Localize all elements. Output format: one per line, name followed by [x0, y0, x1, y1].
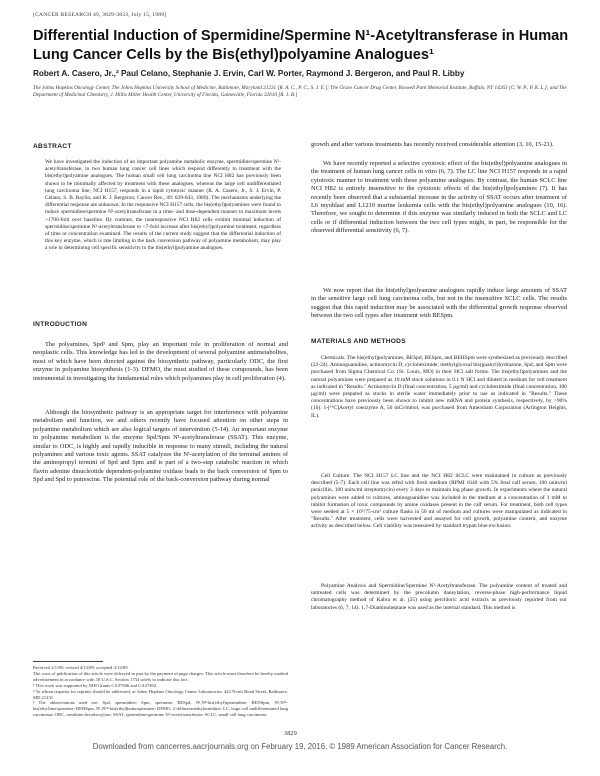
abstract-heading: ABSTRACT [33, 143, 72, 150]
right-paragraph-2: We have recently reported a selective cytotoxic effect of the bis(ethyl)polyamine analogues in the treatment of human lung cancer cells in vitro (6, 7). The LC line NCI H157 responds in a rapid cytotoxic manner to treatment with these polyamine analogues. By contrast, the human SCLC line NCI H82 is entirely insensitive to the cytotoxic effects of the bis(ethyl)polyamines (7). It has recently been observed that a substantial increase in the activity of SSAT occurs after treatment of L6 myoblast and L1210 murine leukemia cells with the bis(ethyl)polyamine analogues (10, 16). Therefore, we sought to determine if this enzyme was similarly induced in both the SCLC and LC cells or if differential induction between the two cell types might, in part, be responsible for the observed differential sensitivity (6, 7). [311, 160, 567, 235]
footnote-cost: The costs of publication of this article were defrayed in part by the payment of page charges. This article must therefore be hereby marked advertisement in accordance with 18 U.S.C. Section 1734 solely to indicate this fact. [33, 670, 288, 682]
footnote-1: ¹ This work was supported by NIH Grants CA37606 and CA47492. [33, 682, 158, 688]
footnotes [33, 665, 288, 718]
right-paragraph-3: We now report that the bis(ethyl)polyamine analogues rapidly induce large amounts of SSAT in the sensitive large cell lung carcinoma cells, but not in the insensitive SCLC cells. The results suggest that this rapid induction may be associated with the differential growth response observed between the two cell types after treatment with BESpm. [311, 287, 567, 320]
methods-polyamine-analysis: Polyamine Analysis and Spermidine/Spermine N¹-Acetyltransferase. The polyamine content of treated and untreated cells was determined by the precolumn dansylation, reverse-phase high-performance liquid chromatography method of Kabra et al. (25) using perchloric acid extracts as previously reported from our laboratories (6, 7, 14). 1,7-Diaminoheptane was used as the internal standard. This method is [311, 583, 567, 611]
right-paragraph-1: growth and after various treatments has recently received considerable attention (3, 10, 15-21). [311, 141, 554, 148]
introduction-paragraph-2: Although the biosynthetic pathway is an appropriate target for interference with polyamine metabolism and function, we and others recently have focused attention on other steps in polyamine metabolism which are also logical targets of intervention (5-14). An important enzyme in polyamine metabolism is the enzyme Spd/Spm N¹-acetyltransferase (SSAT). This enzyme, similar to ODC, is highly and rapidly inducible in response to many stimuli, including the natural polyamines and various toxic agents. SSAT catalyzes the N¹-acetylation of the terminal amines of the aminopropyl termini of Spd and Spm and is part of a two-step catabolic reaction in which flavin adenine dinucleotide dependent-polyamine oxidase leads to the back conversion of Spm to Spd and Spd to putrescine. The potential role of the back-conversion pathway during normal [33, 409, 288, 484]
journal-header: [CANCER RESEARCH 49, 3829-3833, July 15, 1989] [33, 12, 167, 18]
methods-chemicals: Chemicals. The bis(ethyl)polyamines, BESpd, BESpm, and BEHSpm were synthesized as previously described (22-24). Aminoguanidine, actinomycin D, cycloheximide, methylglyoxal bis(guanyl)hydrazone, Spd, and Spm were purchased from Sigma Chemical Co. (St. Louis, MO) in their HCl salt forms. The bis(ethyl)polyamines and the natural polyamines were prepared as 10 mM stock solutions in 0.1 N HCl and diluted in medium for cell treatment as indicated in "Results." Actinomycin D (final concentration, 5 µg/ml) and cycloheximide (final concentration, 100 µg/ml) were prepared as stocks in sterile water immediately prior to use as indicated in "Results." These concentrations have previously been shown to inhibit new mRNA and protein synthesis, respectively, by >90% (16). 1-[¹⁴C]Acetyl coenzyme A, 50 mCi/mmol, was purchased from Amersham Corporation (Arlington Heights, IL). [311, 355, 567, 419]
methods-cell-culture: Cell Culture. The NCI H157 LC line and the NCI H82 SCLC were maintained in culture as previously described (5-7). Each cell line was refed with fresh medium (RPMI 1640 with 5% fetal calf serum, 100 units/ml penicillin, 100 units/ml streptomycin) every 3 days to maintain log phase growth. In experiments where the natural polyamines were added to cultures, aminoguanidine was included in the medium at a concentration of 1 mM to inhibit formation of toxic compounds by amine oxidases present in the calf serum. For treatment, both cell types were seeded at 5 × 10⁵/75-cm² culture flasks in 50 ml of medium and cultures were manipulated as indicated in "Results." After treatment, cells were harvested and assayed for cell growth, polyamine content, and enzyme activity as described below. Cell viability was measured by standard trypan blue exclusion. [311, 473, 567, 530]
methods-heading: MATERIALS AND METHODS [311, 338, 406, 345]
affiliation: The Johns Hopkins Oncology Center, The Johns Hopkins University School of Medicine, Baltimore, Maryland 21231 [R. A. C., P. C., S. J. E.]; The Grace Cancer Drug Center, Roswell Park Memorial Institute, Buffalo, NY 14263 [C. W. P., P. R. L.]; and The Department of Medicinal Chemistry, J. Hillis Miller Health Center, University of Florida, Gainesville, Florida 32610 [R. J. B.] [33, 85, 567, 98]
introduction-paragraph-1: The polyamines, Spd³ and Spm, play an important role in proliferation of normal and neoplastic cells. This knowledge has led to the development of several polyamine antimetabolites, most of which have been directed against the biosynthetic pathway, particularly ODC, the first enzyme in polyamine biosynthesis (1-3). DFMO, the most studied of these compounds, has been instrumental in investigating the fundamental roles which polyamines play in cell proliferation (4). [33, 341, 288, 382]
author-list: Robert A. Casero, Jr.,² Paul Celano, Stephanie J. Ervin, Carl W. Porter, Raymond J. Bergeron, and Paul R. Libby [33, 69, 465, 78]
footnote-received: Received 2/1/89; revised 4/13/89; accepted 4/13/89. [33, 665, 129, 670]
introduction-heading: INTRODUCTION [33, 321, 88, 328]
article-title: Differential Induction of Spermidine/Spermine N¹-Acetyltransferase in Human Lung Cancer Cells by the Bis(ethyl)polyamine Analogues¹ [33, 28, 569, 63]
footnote-3: ³ The abbreviations used are: Spd, spermidine; Spm, spermine; BESpd, N¹,N⁸-bis(ethyl)spermidine; BENSpm, N¹,N¹¹-bis(ethyl)norspermine; BEHSpm, N¹,N¹⁴-bis(ethyl)homospermine; DFMO, 2-difluoromethylornithine; LC, large cell undifferentiated lung carcinoma; ODC, ornithine decarboxylase; SSAT, spermidine/spermine N¹-acetyltransferase; SCLC, small cell lung carcinoma. [33, 700, 288, 718]
footnote-2: ² To whom requests for reprints should be addressed, at Johns Hopkins Oncology Center Laboratories, 424 North Bond Street, Baltimore, MD 21231. [33, 688, 288, 700]
download-note: Downloaded from cancerres.aacrjournals.org on February 19, 2016. © 1989 American Association for Cancer Research. [92, 742, 508, 751]
abstract-text: We have investigated the induction of an important polyamine metabolic enzyme, spermidine/spermine N¹-acetyltransferase, in two human lung cancer cell lines which respond differently to treatment with the bis(ethyl)polyamine analogues. The human small cell lung carcinoma line NCI H82 has previously been shown to be minimally affected by treatment with these analogues, whereas the large cell undifferentiated lung carcinoma line, NCI H157, responds in a rapid cytotoxic manner (R. A. Casero, Jr., S. J. Ervin, P. Celano, S. B. Baylin, and R. J. Bergeron, Cancer Res., 49: 639-643, 1989). The mechanisms underlying the differential response are unknown. In the responsive NCI H157 cells, the bis(ethyl)polyamines were found to induce spermidine/spermine N¹-acetyltransferase in a time- and dose-dependent manner to maximum levels >1700-fold over baseline. By contrast, the nonresponsive NCI H82 cells exhibit minimal induction of spermidine/spermine N¹-acetyltransferase to <7-fold increase after bis(ethyl)polyamine treatment, regardless of time or concentration examined. The results of the current study suggest that the differential induction of this key enzyme, which is rate limiting in the back conversion pathway of polyamine metabolism, may play a role in determining cell specific sensitivity to the bis(ethyl)polyamine analogues. [45, 159, 281, 252]
page-number: 3829 [284, 730, 297, 737]
footnote-divider [33, 661, 103, 662]
